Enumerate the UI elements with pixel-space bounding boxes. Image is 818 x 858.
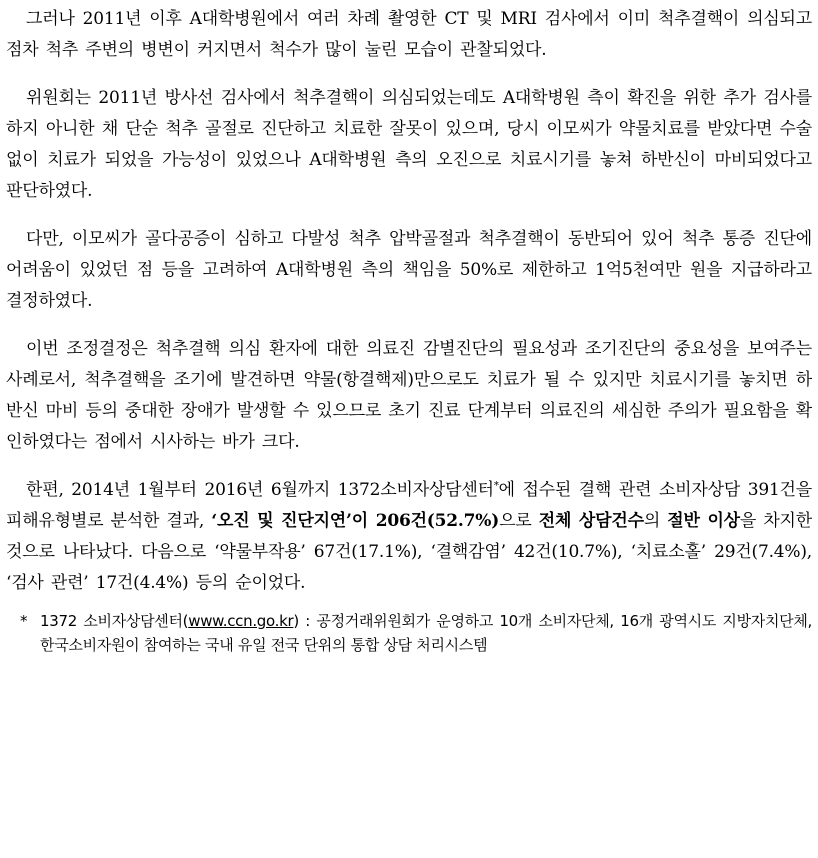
paragraph-misdiagnosis-observation: 그러나 2011년 이후 A대학병원에서 여러 차례 촬영한 CT 및 MRI 검사에서 이미 척추결핵이 의심되고 점차 척추 주변의 병변이 커지면서 척수가 많이 눌린 모습이 관찰되었다.	[6, 9, 812, 60]
document-page	[6, 4, 812, 657]
stats-highlight-misdiagnosis: ‘오진 및 진단지연’이 206건(52.7%)	[211, 511, 500, 531]
stats-text-5: 을 차지한 것으로 나타났다. 다음으로 ‘약물부작용’ 67건(17.1%), ‘결핵감염’ 42건(10.7%), ‘치료소홀’ 29건(7.4%), ‘검사 관련’ 17건(4.4%) 등의 순이었다.	[6, 511, 812, 593]
stats-text-3: 으로	[499, 511, 539, 531]
footnote-text-after: ) : 공정거래위원회가 운영하고 10개 소비자단체, 16개 광역시도 지방자치단체, 한국소비자원이 참여하는 국내 유일 전국 단위의 통합 상담 처리시스템	[40, 612, 812, 654]
stats-highlight-total: 전체 상담건수	[538, 511, 644, 531]
footnote	[6, 609, 812, 657]
footnote-mark: *	[20, 612, 28, 630]
stats-highlight-majority: 절반 이상	[667, 511, 740, 531]
footnote-url-link[interactable]: www.ccn.go.kr	[188, 612, 294, 630]
footnote-text-before: 1372 소비자상담센터(	[40, 612, 189, 630]
stats-text-1: 한편, 2014년 1월부터 2016년 6월까지 1372소비자상담센터	[26, 480, 494, 500]
footnote-reference-mark: *	[493, 480, 499, 492]
paragraph-consultation-statistics	[6, 475, 812, 599]
paragraph-liability-limit: 다만, 이모씨가 골다공증이 심하고 다발성 척추 압박골절과 척추결핵이 동반되어 있어 척추 통증 진단에 어려움이 있었던 점 등을 고려하여 A대학병원 측의 책임을 50%로 제한하고 1억5천여만 원을 지급하라고 결정하였다.	[6, 229, 812, 311]
stats-text-2: 에 접수된 결핵 관련 소비자상담 391건을 피해유형별로 분석한 결과,	[6, 480, 813, 531]
paragraph-committee-judgment: 위원회는 2011년 방사선 검사에서 척추결핵이 의심되었는데도 A대학병원 측이 확진을 위한 추가 검사를 하지 아니한 채 단순 척추 골절로 진단하고 치료한 잘못이 있으며, 당시 이모씨가 약물치료를 받았다면 수술 없이 치료가 되었을 가능성이 있었으나 A대학병원 측의 오진으로 치료시기를 놓쳐 하반신이 마비되었다고 판단하였다.	[6, 88, 812, 201]
stats-text-4: 의	[643, 511, 668, 531]
paragraph-significance: 이번 조정결정은 척추결핵 의심 환자에 대한 의료진 감별진단의 필요성과 조기진단의 중요성을 보여주는 사례로서, 척추결핵을 조기에 발견하면 약물(항결핵제)만으로도 치료가 될 수 있지만 치료시기를 놓치면 하반신 마비 등의 중대한 장애가 발생할 수 있으므로 초기 진료 단계부터 의료진의 세심한 주의가 필요함을 확인하였다는 점에서 시사하는 바가 크다.	[6, 339, 812, 452]
